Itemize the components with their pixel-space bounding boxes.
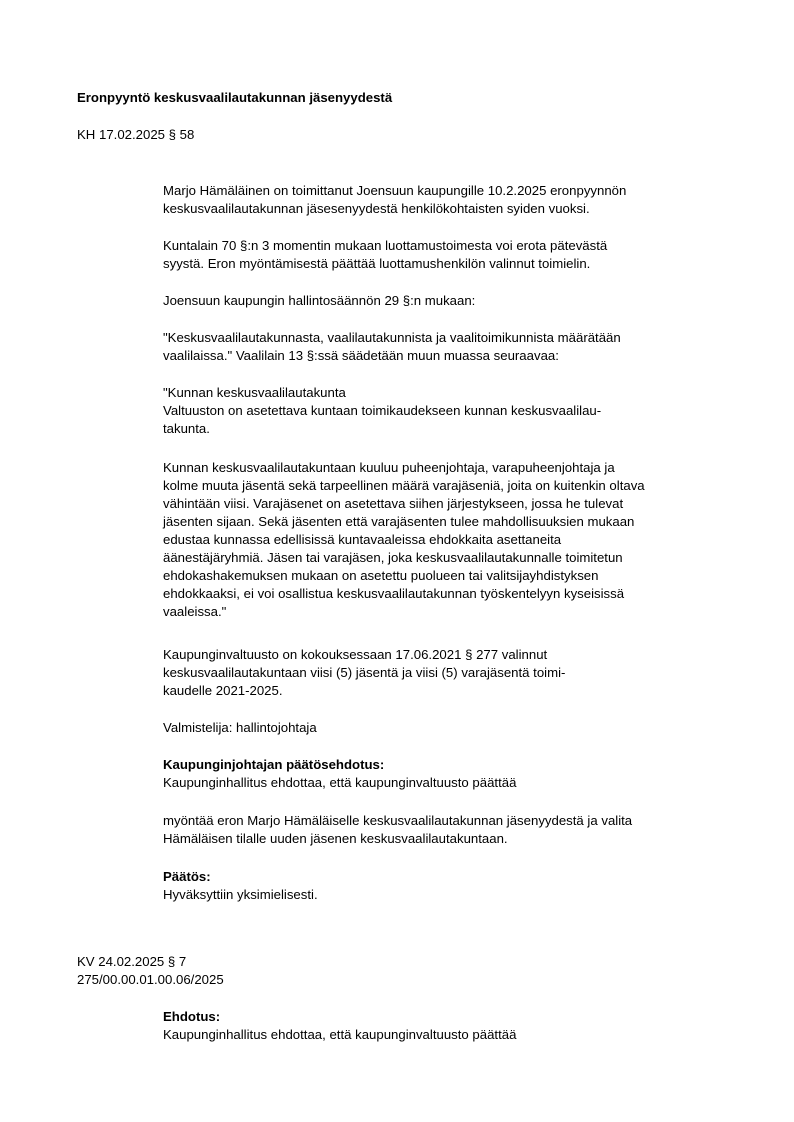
paragraph-keskusvaalilautakunta [163, 384, 723, 438]
paragraph-kuntalaki [163, 237, 723, 273]
decision-section [163, 868, 723, 904]
ehdotus-text: Kaupunginhallitus ehdottaa, että kaupunginvaltuusto päättää [163, 1027, 517, 1042]
paragraph-text: Kaupunginvaltuusto on kokouksessaan 17.06.2021 § 277 valinnut keskusvaalilautakuntaan viisi (5) jäsentä ja viisi (5) varajäsentä toimi- kaudelle 2021-2025. [163, 647, 566, 698]
paragraph-text: Marjo Hämäläinen on toimittanut Joensuun kaupungille 10.2.2025 eronpyynnön keskusvaalilautakunnan jäsesenyydestä henkilökohtaisten syiden vuoksi. [163, 183, 627, 216]
paragraph-text: Kuntalain 70 §:n 3 momentin mukaan luottamustoimesta voi erota pätevästä syystä. Eron myöntämisestä päättää luottamushenkilön valinnut toimielin. [163, 238, 608, 271]
paragraph-resignation [163, 182, 723, 218]
paragraph-vaalilaki-quote [163, 329, 723, 365]
paragraph-text: Kunnan keskusvaalilautakuntaan kuuluu puheenjohtaja, varapuheenjohtaja ja kolme muuta jäsentä sekä tarpeellinen määrä varajäseniä, joita on kuitenkin oltava vähintään viisi. Varajäsenet on asetettava siihen järjestykseen, jossa he tulevat jäsenten sijaan. Sekä jäsenten että varajäsenten tulee mahdollisuuksien mukaan edustaa kunnassa edellisissä kuntavaaleissa ehdokkaita asettaneita äänestäjäryhmiä. Jäsen tai varajäsen, joka keskusvaalilautakunnalle toimitetun ehdokashakemuksen mukaan on asetettu puolueen tai valitsijayhdistyksen ehdokkaaksi, ei voi osallistua keskusvaalilautakunnan työskentelyyn kyseisissä vaaleissa." [163, 460, 645, 619]
document-title: Eronpyyntö keskusvaalilautakunnan jäsenyydestä [77, 90, 393, 105]
paragraph-text: "Kunnan keskusvaalilautakunta Valtuuston on asetettava kuntaan toimikaudekseen kunnan keskusvaalilau- takunta. [163, 385, 602, 436]
preparer-line [163, 719, 723, 737]
kv-reference-block [77, 953, 224, 989]
proposal-intro: Kaupunginhallitus ehdottaa, että kaupunginvaltuusto päättää [163, 775, 517, 790]
paragraph-valtuusto-election [163, 646, 723, 700]
ehdotus-heading: Ehdotus: [163, 1009, 221, 1024]
ehdotus-section [163, 1008, 723, 1044]
decision-heading: Päätös: [163, 869, 211, 884]
decision-text: Hyväksyttiin yksimielisesti. [163, 887, 318, 902]
kh-reference: KH 17.02.2025 § 58 [77, 127, 195, 142]
proposal-heading: Kaupunginjohtajan päätösehdotus: [163, 757, 385, 772]
proposal-text-block [163, 812, 723, 848]
paragraph-composition [163, 459, 723, 621]
paragraph-text: Valmistelija: hallintojohtaja [163, 720, 317, 735]
proposal-section [163, 756, 723, 792]
paragraph-text: Joensuun kaupungin hallintosäännön 29 §:n mukaan: [163, 293, 476, 308]
paragraph-text: "Keskusvaalilautakunnasta, vaalilautakunnista ja vaalitoimikunnista määrätään vaalilaissa." Vaalilain 13 §:ssä säädetään muun muassa seuraavaa: [163, 330, 621, 363]
paragraph-hallintosaanto [163, 292, 723, 310]
kv-reference: KV 24.02.2025 § 7 [77, 954, 187, 969]
proposal-text: myöntää eron Marjo Hämäläiselle keskusvaalilautakunnan jäsenyydestä ja valita Hämäläisen tilalle uuden jäsenen keskusvaalilautakuntaan. [163, 813, 633, 846]
case-number: 275/00.00.01.00.06/2025 [77, 972, 224, 987]
